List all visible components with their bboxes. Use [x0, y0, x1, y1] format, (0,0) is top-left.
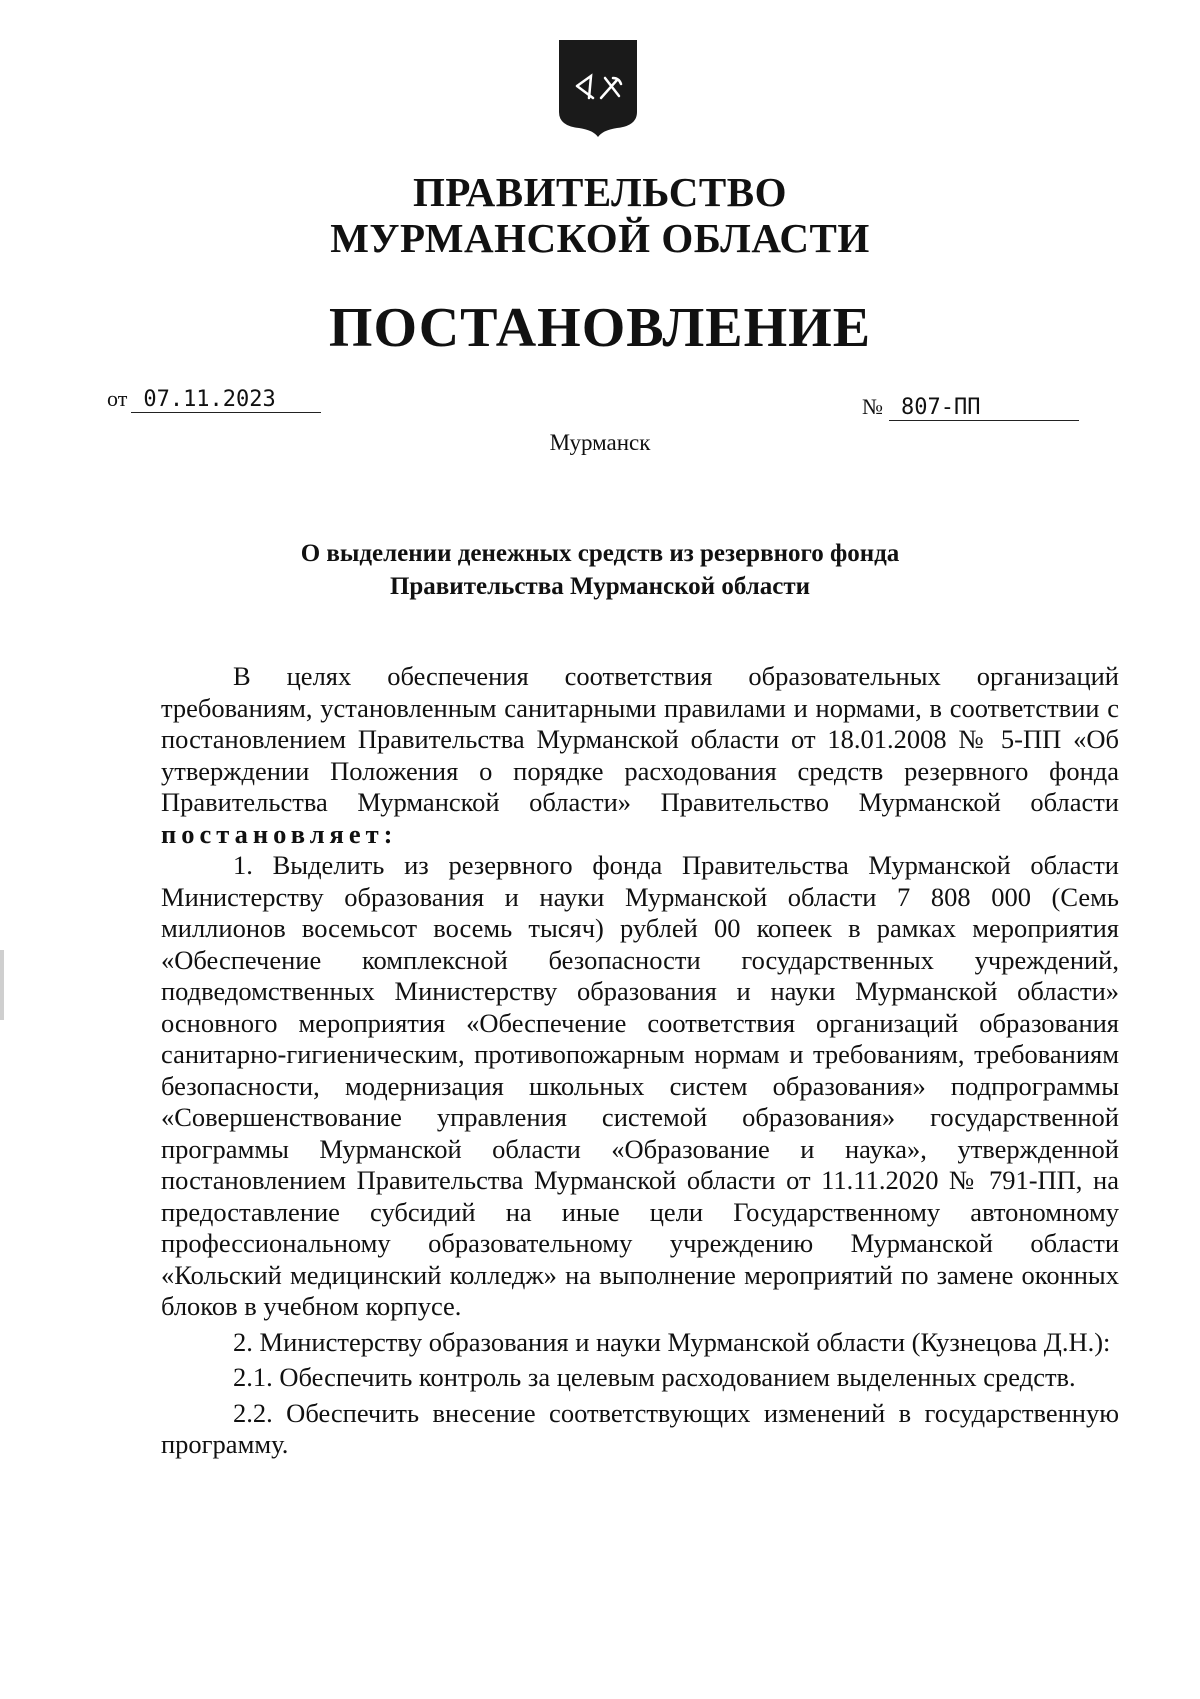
number-label: № [862, 394, 883, 419]
number-value: 807-ПП [889, 396, 1079, 421]
item-1-paragraph: 1. Выделить из резервного фонда Правительства Мурманской области Министерству образования и науки Мурманской области 7 808 000 (Семь миллионов восемьсот восемь тысяч) рублей 00 копеек в рамках мероприятия «Обеспечение комплексной безопасности государственных учреждений, подведомственных Министерству образования и науки Мурманской области» основного мероприятия «Обеспечение соответствия организаций образования санитарно-гигиеническим, противопожарным нормам и требованиям, требованиям безопасности, модернизация школьных систем образования» подпрограммы «Совершенствование управления системой образования» государственной программы Мурманской области «Образование и наука», утвержденной постановлением Правительства Мурманской области от 11.11.2020 № 791-ПП, на предоставление субсидий на иные цели Государственному автономному профессиональному образовательному учреждению Мурманской области «Кольский медицинский колледж» на выполнение мероприятий по замене оконных блоков в учебном корпусе. [161, 850, 1119, 1321]
preamble-paragraph [161, 661, 1119, 850]
scan-margin-mark [0, 950, 4, 1020]
subject-line2: Правительства Мурманской области [389, 573, 811, 600]
city-name: Мурманск [549, 430, 651, 455]
government-title-line2: МУРМАНСКОЙ ОБЛАСТИ [330, 215, 870, 261]
preamble-text: В целях обеспечения соответствия образовательных организаций требованиям, установленным санитарными правилами и нормами, в соответствии с постановлением Правительства Мурманской области от 18.01.2008 № 5-ПП «Об утверждении Положения о порядке расходования средств резервного фонда Правительства Мурманской области» Правительство Мурманской области [161, 661, 1119, 817]
item-2-1-paragraph: 2.1. Обеспечить контроль за целевым расходованием выделенных средств. [233, 1362, 1076, 1392]
coat-of-arms-icon [557, 38, 639, 138]
date-value: 07.11.2023 [131, 388, 321, 413]
date-label: от [107, 386, 128, 411]
subject-line1: О выделении денежных средств из резервного фонда [300, 540, 900, 567]
decree-word: постановляет: [161, 818, 398, 849]
item-2-2-paragraph: 2.2. Обеспечить внесение соответствующих изменений в государственную программу. [161, 1397, 1119, 1459]
item-2-paragraph: 2. Министерству образования и науки Мурманской области (Кузнецова Д.Н.): [233, 1326, 1111, 1357]
coat-of-arms-shield [557, 38, 639, 138]
date-field [107, 385, 321, 413]
number-field [862, 393, 1079, 421]
document-type: ПОСТАНОВЛЕНИЕ [328, 297, 872, 359]
document-subject [0, 537, 1200, 603]
document-body [161, 661, 1119, 1461]
government-title-line1: ПРАВИТЕЛЬСТВО [412, 169, 788, 215]
